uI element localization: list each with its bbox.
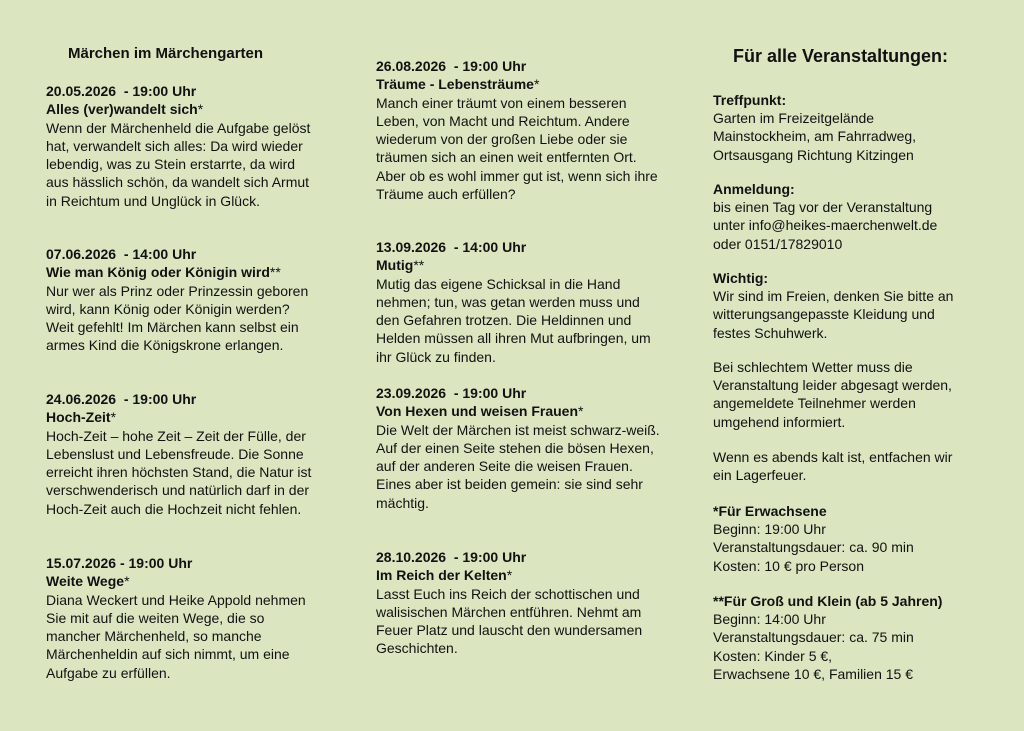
event-mark: * <box>197 101 204 118</box>
info-line: angemeldete Teilnehmer werden <box>713 395 916 412</box>
event-date: 26.08.2026 - 19:00 Uhr <box>376 58 527 74</box>
info-line: Ortsausgang Richtung Kitzingen <box>713 146 914 163</box>
info-wichtig <box>713 269 1003 342</box>
event-date: 15.07.2026 - 19:00 Uhr <box>46 555 193 571</box>
event-date: 28.10.2026 - 19:00 Uhr <box>376 549 527 565</box>
event-date: 13.09.2026 - 14:00 Uhr <box>376 239 527 255</box>
event-mark: * <box>506 567 513 584</box>
info-line: Beginn: 19:00 Uhr <box>713 521 826 538</box>
event-date: 24.06.2026 - 19:00 Uhr <box>46 391 197 407</box>
event-description: Mutig das eigene Schicksal in die Hand nehmen; tun, was getan werden muss und den Gefahren trotzen. Die Heldinnen und Helden müssen all ihren Mut aufbringen, um ihr Glück zu finden. <box>376 275 651 365</box>
event-description: Die Welt der Märchen ist meist schwarz-weiß. Auf der einen Seite stehen die bösen Hexen, auf der anderen Seite die weisen Frauen. Eines aber ist beiden gemein: sie sind sehr mächtig. <box>376 421 660 511</box>
section-heading-maerchengarten: Märchen im Märchengarten <box>68 45 264 62</box>
info-line: Kosten: Kinder 5 €, <box>713 647 833 664</box>
event-entry <box>46 554 316 682</box>
info-line: Veranstaltungsdauer: ca. 75 min <box>713 629 914 646</box>
info-email[interactable]: unter info@heikes-maerchenwelt.de <box>713 217 938 234</box>
event-description: Wenn der Märchenheld die Aufgabe gelöst hat, verwandelt sich alles: Da wird wieder lebendig, was zu Stein erstarrte, da wird aus hässlich schön, da wandelt sich Armut in Reichtum und Unglück in Glück. <box>46 119 311 209</box>
info-lagerfeuer <box>713 448 1003 484</box>
info-label: **Für Groß und Klein (ab 5 Jahren) <box>713 593 943 609</box>
info-line: witterungsangepasste Kleidung und <box>713 306 935 323</box>
event-mark: ** <box>269 264 281 281</box>
info-gross-und-klein <box>713 592 1003 683</box>
event-mark: * <box>124 573 130 590</box>
event-title: Träume - Lebensträume* <box>376 76 540 93</box>
event-entry <box>376 238 661 366</box>
info-wetter <box>713 358 1003 431</box>
info-erwachsene <box>713 502 1003 575</box>
info-line: umgehend informiert. <box>713 413 846 430</box>
event-description: Diana Weckert und Heike Appold nehmen Sie mit auf die weiten Wege, die so mancher Märchenheld, so manche Märchenheldin auf sich nimmt, um eine Aufgabe zu erfüllen. <box>46 591 306 681</box>
event-title: Weite Wege* <box>46 573 130 590</box>
info-label: Wichtig: <box>713 270 769 286</box>
event-description: Manch einer träumt von einem besseren Leben, von Macht und Reichtum. Andere wiederum von der großen Liebe oder sie träumen sich an einen weit entfernten Ort. Aber ob es wohl immer gut ist, wenn sich ihre Träume auch erfüllen? <box>376 94 658 203</box>
info-label: Treffpunkt: <box>713 92 787 108</box>
info-line: bis einen Tag vor der Veranstaltung <box>713 199 933 216</box>
event-entry <box>46 245 316 355</box>
event-entry <box>46 390 316 518</box>
event-title: Alles (ver)wandelt sich* <box>46 101 204 118</box>
event-mark: * <box>110 409 117 426</box>
event-description: Lasst Euch ins Reich der schottischen und walisischen Märchen entführen. Nehmt am Feuer Platz und lauscht den wundersamen Geschichten. <box>376 585 643 657</box>
event-title: Von Hexen und weisen Frauen* <box>376 403 584 420</box>
event-title: Hoch-Zeit* <box>46 409 117 426</box>
info-treffpunkt <box>713 91 1003 164</box>
info-label: Anmeldung: <box>713 181 795 197</box>
info-line: Wenn es abends kalt ist, entfachen wir <box>713 449 953 465</box>
info-line: Kosten: 10 € pro Person <box>713 557 864 574</box>
info-line: Bei schlechtem Wetter muss die <box>713 359 913 375</box>
info-line: ein Lagerfeuer. <box>713 467 807 484</box>
event-entry <box>46 82 316 210</box>
event-mark: ** <box>413 257 425 274</box>
event-date: 23.09.2026 - 19:00 Uhr <box>376 385 527 401</box>
info-line: Garten im Freizeitgelände <box>713 110 875 127</box>
event-entry <box>376 548 661 658</box>
event-title: Im Reich der Kelten* <box>376 567 513 584</box>
event-description: Nur wer als Prinz oder Prinzessin geboren wird, kann König oder Königin werden? Weit gefehlt! Im Märchen kann selbst ein armes Kind die Königskrone erlangen. <box>46 282 309 354</box>
info-line: Veranstaltungsdauer: ca. 90 min <box>713 539 914 556</box>
event-entry <box>376 57 661 203</box>
info-line: Wir sind im Freien, denken Sie bitte an <box>713 288 954 305</box>
event-date: 07.06.2026 - 14:00 Uhr <box>46 246 197 262</box>
event-title: Wie man König oder Königin wird** <box>46 264 281 281</box>
info-line: Erwachsene 10 €, Familien 15 € <box>713 665 913 682</box>
info-line: Veranstaltung leider abgesagt werden, <box>713 377 952 394</box>
event-mark: * <box>578 403 584 420</box>
info-phone: oder 0151/17829010 <box>713 235 843 252</box>
event-mark: * <box>533 76 540 93</box>
event-description: Hoch-Zeit – hohe Zeit – Zeit der Fülle, der Lebenslust und Lebensfreude. Die Sonne erreicht ihren höchsten Stand, die Natur ist verschwenderisch und natürlich darf in der Hoch-Zeit auch die Hochzeit nicht fehlen. <box>46 427 312 517</box>
section-heading-alle-veranstaltungen: Für alle Veranstaltungen: <box>733 46 949 66</box>
info-anmeldung <box>713 180 1003 253</box>
event-entry <box>376 384 661 512</box>
event-date: 20.05.2026 - 19:00 Uhr <box>46 83 197 99</box>
event-title: Mutig** <box>376 257 425 274</box>
info-label: *Für Erwachsene <box>713 503 827 519</box>
info-line: Beginn: 14:00 Uhr <box>713 611 826 628</box>
info-line: Mainstockheim, am Fahrradweg, <box>713 128 917 145</box>
info-line: festes Schuhwerk. <box>713 324 828 341</box>
